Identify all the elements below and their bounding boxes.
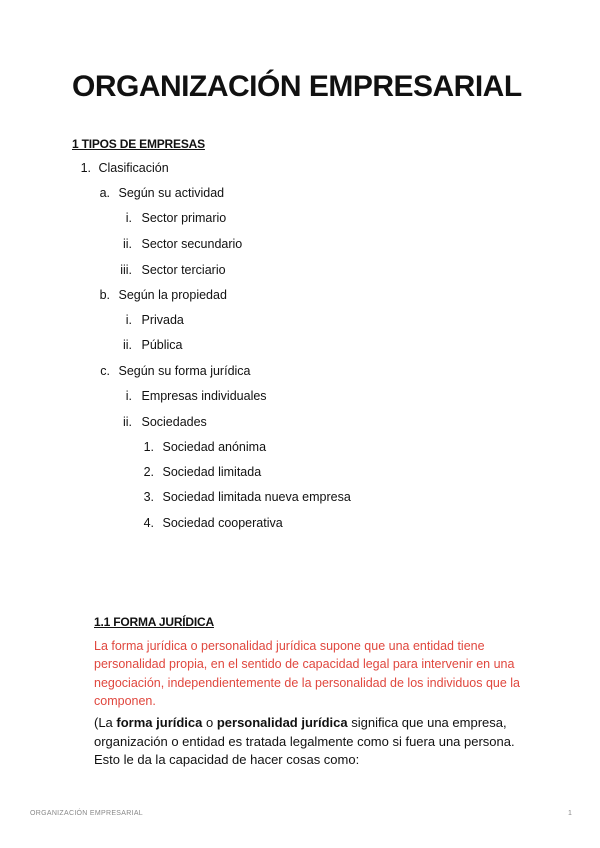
outline-item [106,415,207,429]
outline-text: Clasificación [98,161,169,175]
outline-text: Sociedad limitada nueva empresa [162,490,351,504]
outline-text: Pública [141,338,183,352]
outline-item [90,364,251,378]
outline-item [134,516,283,530]
outline-text: Sociedad cooperativa [162,516,283,530]
document-title: ORGANIZACIÓN EMPRESARIAL [72,70,522,103]
paragraph-text-open: (La [94,715,117,730]
outline-marker: iii. [120,263,132,277]
outline-marker: ii. [122,237,132,251]
outline-item [134,465,261,479]
outline-item [134,490,351,504]
outline-marker: c. [100,364,110,378]
outline-item [106,263,226,277]
outline-marker: 2. [143,465,154,479]
outline-text: Sector terciario [141,263,226,277]
outline-text: Empresas individuales [141,389,267,403]
outline-item [106,338,182,352]
outline-text: Sociedad limitada [162,465,262,479]
outline-marker: a. [99,186,110,200]
outline-item [106,211,226,225]
outline-marker: 4. [143,516,154,530]
outline-marker: 3. [143,490,154,504]
bold-term-personalidad-juridica: personalidad jurídica [216,715,348,730]
outline-marker: b. [99,288,110,302]
outline-item [90,288,227,302]
outline-text: Sector secundario [141,237,243,251]
outline-marker: 1. [143,440,154,454]
outline-marker: ii. [122,415,132,429]
outline-item [70,161,169,175]
explanation-paragraph [94,714,544,770]
footer-page-number: 1 [568,810,572,817]
outline-marker: i. [125,313,132,327]
outline-item [106,389,267,403]
paragraph-text-rest: significa que una empresa, organización o entidad es tratada legalmente como si fuera una persona. Esto le da la capacidad de hacer cosas como: [94,715,515,768]
outline-marker: i. [125,389,132,403]
section-heading-forma-juridica: 1.1 FORMA JURÍDICA [94,615,214,629]
outline-item [90,186,224,200]
section-heading-tipos-de-empresas: 1 TIPOS DE EMPRESAS [72,137,205,151]
definition-paragraph-red: La forma jurídica o personalidad jurídica supone que una entidad tiene personalidad propia, en el sentido de capacidad legal para intervenir en una negociación, independientemente de la personalidad de los individuos que la componen. [94,639,521,708]
paragraph-text-middle: o [202,715,217,730]
outline-marker: ii. [122,338,132,352]
outline-text: Sociedades [141,415,207,429]
outline-item [106,313,184,327]
outline-marker: i. [125,211,132,225]
outline-text: Sector primario [141,211,227,225]
footer-document-title: ORGANIZACIÓN EMPRESARIAL [30,810,143,817]
outline-text: Según su forma jurídica [118,364,251,378]
outline-text: Según su actividad [118,186,225,200]
outline-text: Según la propiedad [118,288,227,302]
outline-item [106,237,242,251]
outline-marker: 1. [80,161,91,175]
bold-term-forma-juridica: forma jurídica [116,715,203,730]
outline-item [134,440,266,454]
outline-text: Sociedad anónima [162,440,267,454]
outline-text: Privada [141,313,184,327]
